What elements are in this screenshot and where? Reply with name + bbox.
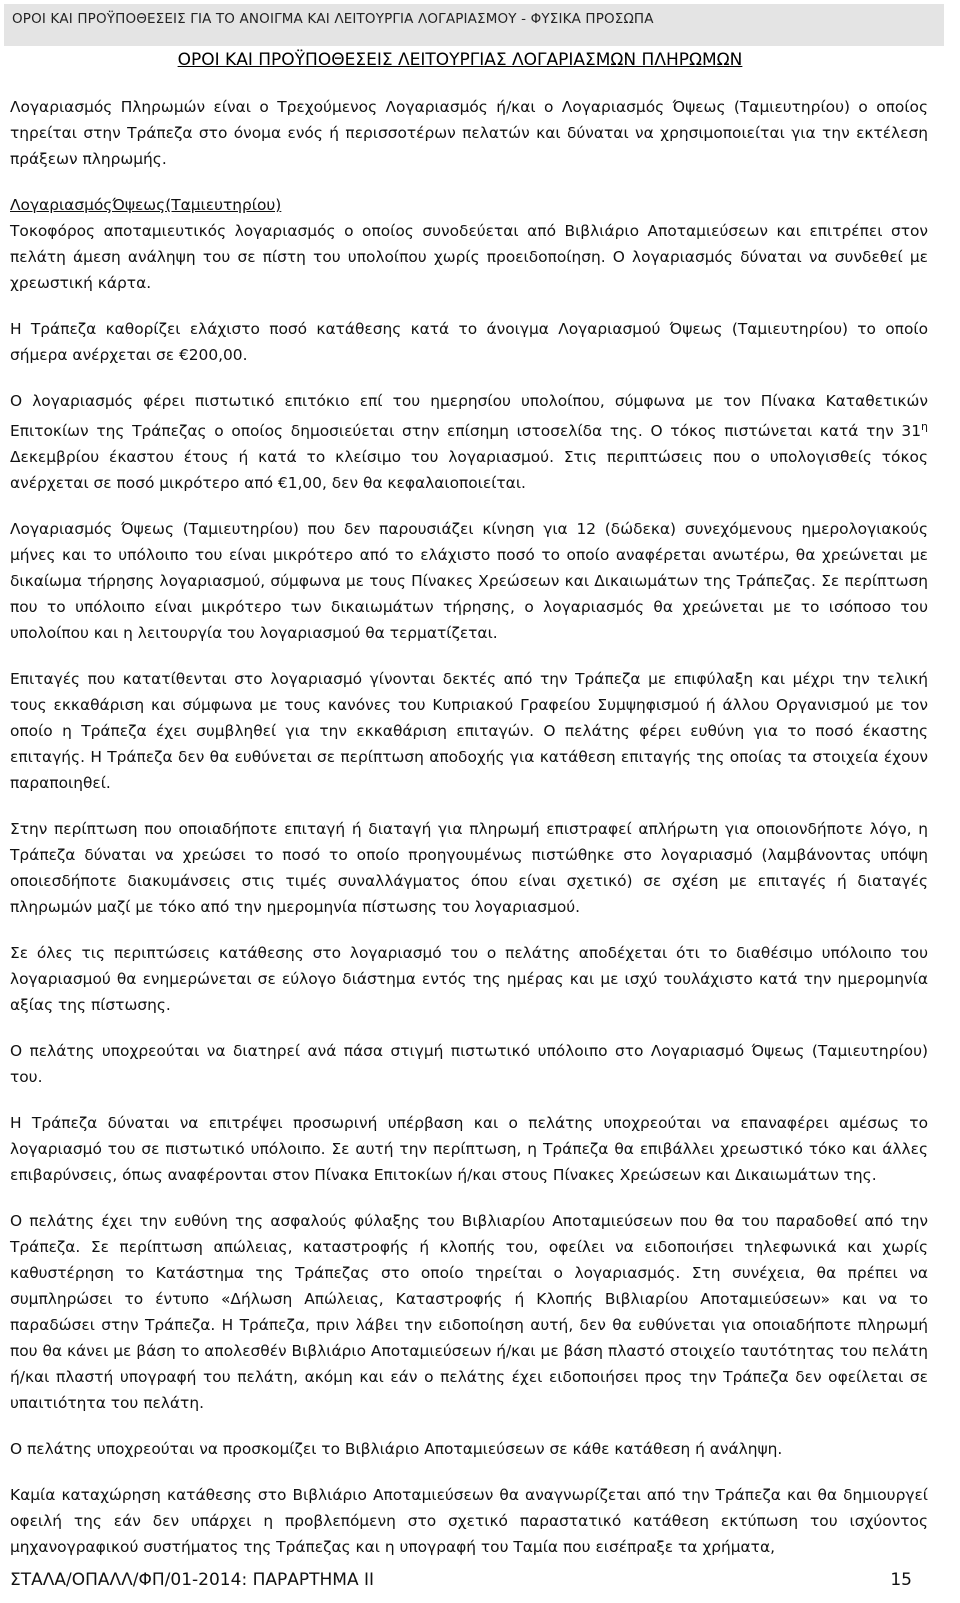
paragraph-savings-account: [10, 192, 928, 296]
paragraph-passbook-safekeeping: Ο πελάτης έχει την ευθύνη της ασφαλούς φύλαξης του Βιβλιαρίου Αποταμιεύσεων που θα του παραδοθεί από την Τράπεζα. Σε περίπτωση απώλειας, καταστροφής ή κλοπής του, οφείλει να ειδοποιήσει τηλεφωνικά και χωρίς καθυστέρηση το Κατάστημα της Τράπεζας στο οποίο τηρείται ο λογαριασμός. Στη συνέχεια, θα πρέπει να συμπληρώσει το έντυπο «Δήλωση Απώλειας, Καταστροφής ή Κλοπής Βιβλιαρίου Αποταμιεύσεων» και να το παραδώσει στην Τράπεζα. Η Τράπεζα, πριν λάβει την ειδοποίηση αυτή, δεν θα ευθύνεται για οποιαδήποτε πληρωμή που θα κάνει με βάση το απολεσθέν Βιβλιάριο Αποταμιεύσεων ή/και με βάση πλαστό στοιχείο ταυτότητας του πελάτη ή/και πλαστή υπογραφή του πελάτη, ακόμη και εάν ο πελάτης έχει ειδοποιήσει προς την Τράπεζα δεν οφείλεται σε υπαιτιότητα του πελάτη.: [10, 1212, 928, 1412]
paragraph-overdraft: Η Τράπεζα δύναται να επιτρέψει προσωρινή υπέρβαση και ο πελάτης υποχρεούται να επαναφέρει αμέσως το λογαριασμό του σε πιστωτικό υπόλοιπο. Σε αυτή την περίπτωση, η Τράπεζα θα επιβάλλει χρεωστικό τόκο και άλλες επιβαρύνσεις, όπως αναφέρονται στον Πίνακα Επιτοκίων ή/και στους Πίνακες Χρεώσεων και Δικαιωμάτων της.: [10, 1114, 928, 1184]
paragraph-passbook-entries: Καμία καταχώρηση κατάθεσης στο Βιβλιάριο Αποταμιεύσεων θα αναγνωρίζεται από την Τράπεζα και θα δημιουργεί οφειλή της εάν δεν υπάρχει η προβλεπόμενη στο σχετικό παραστατικό κατάθεση εκτύπωση του ισχύοντος μηχανογραφικού συστήματος της Τράπεζας και η υπογραφή του Ταμία που εισέπραξε τα χρήματα,: [10, 1486, 928, 1556]
interest-text-b: Δεκεμβρίου έκαστου έτους ή κατά το κλείσιμο του λογαριασμού. Στις περιπτώσεις που ο υπολογισθείς τόκος ανέρχεται σε ποσό μικρότερο από €1,00, δεν θα κεφαλαιοποιείται.: [10, 448, 928, 492]
document-body: [10, 94, 928, 1580]
interest-superscript: η: [921, 420, 928, 433]
paragraph-returned-cheques: Στην περίπτωση που οποιαδήποτε επιταγή ή διαταγή για πληρωμή επιστραφεί απλήρωτη για οποιονδήποτε λόγο, η Τράπεζα δύναται να χρεώσει το ποσό το οποίο προηγουμένως πιστώθηκε στο λογαριασμό (λαμβάνοντας υπόψη οποιεσδήποτε διακυμάνσεις στις τιμές συναλλάγματος όπου είναι σχετικό) σε σχέση με επιταγές ή διαταγές πληρωμών μαζί με τόκο από την ημερομηνία πίστωσης του λογαριασμού.: [10, 820, 928, 916]
savings-account-text: Τοκοφόρος αποταμιευτικός λογαριασμός ο οποίος συνοδεύεται από Βιβλιάριο Αποταμιεύσεων και επιτρέπει στον πελάτη άμεση ανάληψη του σε πίστη του υπολοίπου χωρίς προειδοποίηση. Ο λογαριασμός δύναται να συνδεθεί με χρεωστική κάρτα.: [10, 222, 928, 292]
interest-text-a: Ο λογαριασμός φέρει πιστωτικό επιτόκιο επί του ημερησίου υπολοίπου, σύμφωνα με τον Πίνακα Καταθετικών Επιτοκίων της Τράπεζας ο οποίος δημοσιεύεται στην επίσημη ιστοσελίδα της. Ο τόκος πιστώνεται κατά την 31: [10, 392, 928, 440]
savings-account-heading: ΛογαριασμόςΌψεως(Ταμιευτηρίου): [10, 196, 282, 214]
paragraph-passbook-presentation: Ο πελάτης υποχρεούται να προσκομίζει το Βιβλιάριο Αποταμιεύσεων σε κάθε κατάθεση ή ανάληψη.: [10, 1440, 783, 1458]
footer-page-number: 15: [890, 1570, 912, 1590]
paragraph-interest: [10, 388, 928, 496]
paragraph-cheques: Επιταγές που κατατίθενται στο λογαριασμό γίνονται δεκτές από την Τράπεζα με επιφύλαξη και μέχρι την τελική τους εκκαθάριση και σύμφωνα με τους κανόνες του Κυπριακού Γραφείου Συμψηφισμού ή άλλου Οργανισμού με τον οποίο η Τράπεζα έχει συμβληθεί για την εκκαθάριση επιταγών. Ο πελάτης φέρει ευθύνη για το ποσό έκαστης επιταγής. Η Τράπεζα δεν θα ευθύνεται σε περίπτωση αποδοχής για κατάθεση επιταγής της οποίας τα στοιχεία έχουν παραποιηθεί.: [10, 670, 928, 792]
paragraph-credit-balance: Ο πελάτης υποχρεούται να διατηρεί ανά πάσα στιγμή πιστωτικό υπόλοιπο στο Λογαριασμό Όψεως (Ταμιευτηρίου) του.: [10, 1042, 928, 1086]
document-title: ΟΡΟΙ ΚΑΙ ΠΡΟΫΠΟΘΕΣΕΙΣ ΛΕΙΤΟΥΡΓΙΑΣ ΛΟΓΑΡΙΑΣΜΩΝ ΠΛΗΡΩΜΩΝ: [177, 50, 743, 70]
paragraph-minimum-deposit: Η Τράπεζα καθορίζει ελάχιστο ποσό κατάθεσης κατά το άνοιγμα Λογαριασμού Όψεως (Ταμιευτηρίου) το οποίο σήμερα ανέρχεται σε €200,00.: [10, 320, 928, 364]
paragraph-dormant-account: Λογαριασμός Όψεως (Ταμιευτηρίου) που δεν παρουσιάζει κίνηση για 12 (δώδεκα) συνεχόμενους ημερολογιακούς μήνες και το υπόλοιπο του είναι μικρότερο από το ελάχιστο ποσό το οποίο αναφέρεται ανωτέρω, θα χρεώνεται με δικαίωμα τήρησης λογαριασμού, σύμφωνα με τους Πίνακες Χρεώσεων και Δικαιωμάτων της Τράπεζας. Σε περίπτωση που το υπόλοιπο είναι μικρότερο των δικαιωμάτων τήρησης, ο λογαριασμός θα χρεώνεται με το ισόποσο του υπολοίπου και η λειτουργία του λογαριασμού θα τερματίζεται.: [10, 520, 928, 642]
paragraph-payment-account: Λογαριασμός Πληρωμών είναι ο Τρεχούμενος Λογαριασμός ή/και ο Λογαριασμός Όψεως (Ταμιευτηρίου) ο οποίος τηρείται στην Τράπεζα στο όνομα ενός ή περισσοτέρων πελατών και δύναται να χρησιμοποιείται για την εκτέλεση πράξεων πληρωμής.: [10, 98, 928, 168]
running-header-title: ΟΡΟΙ ΚΑΙ ΠΡΟΫΠΟΘΕΣΕΙΣ ΓΙΑ ΤΟ ΑΝΟΙΓΜΑ ΚΑΙ ΛΕΙΤΟΥΡΓΙΑ ΛΟΓΑΡΙΑΣΜΟΥ - ΦΥΣΙΚΑ ΠΡΟΣΩΠΑ: [12, 11, 654, 27]
running-header: [4, 4, 944, 46]
footer-document-code: ΣΤΑΛΑ/ΟΠΑΛΛ/ΦΠ/01-2014: ΠΑΡΑΡΤΗΜΑ ΙΙ: [10, 1570, 375, 1590]
paragraph-available-balance: Σε όλες τις περιπτώσεις κατάθεσης στο λογαριασμό του ο πελάτης αποδέχεται ότι το διαθέσιμο υπόλοιπο του λογαριασμού θα ενημερώνεται σε εύλογο διάστημα εντός της ημέρας και με ισχύ τουλάχιστο κατά την ημερομηνία αξίας της πίστωσης.: [10, 944, 928, 1014]
